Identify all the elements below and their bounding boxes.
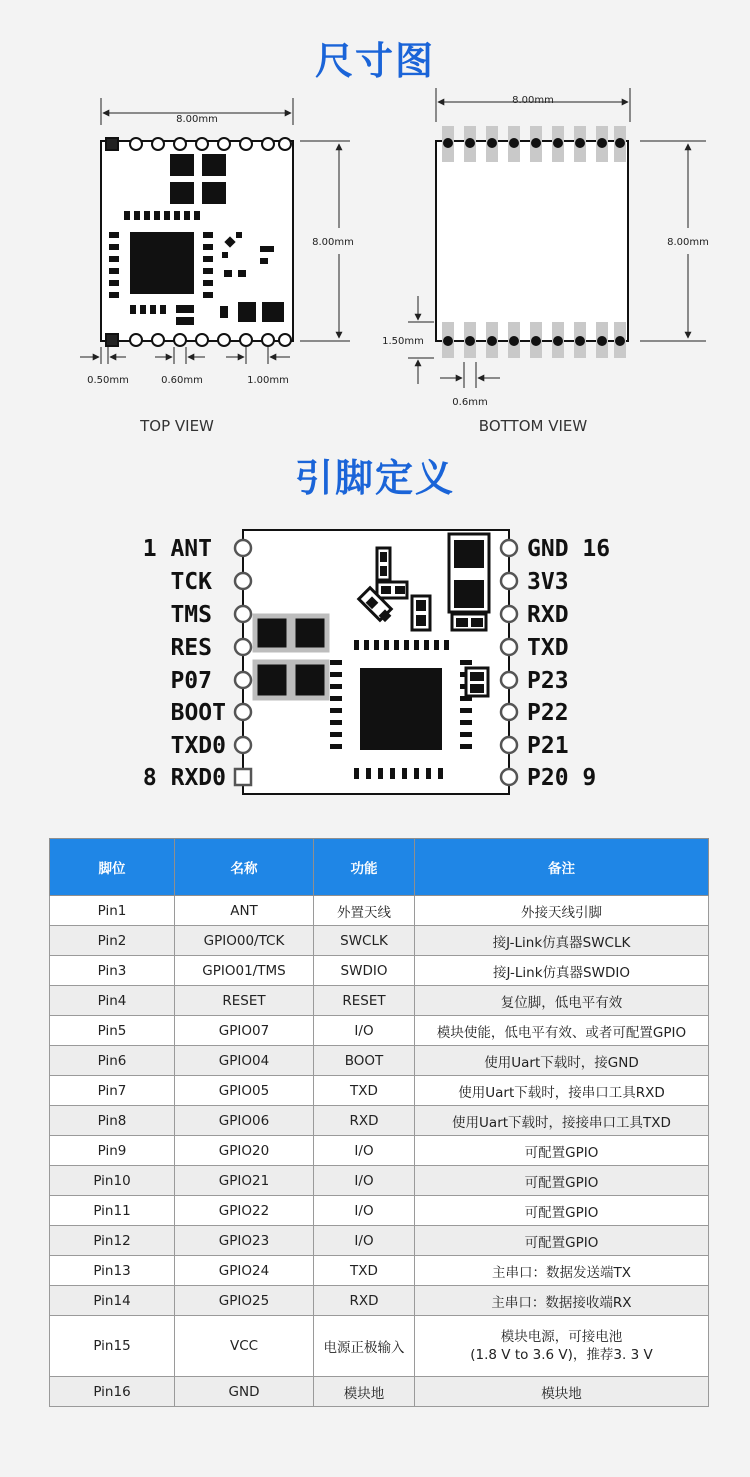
bottom-view-label: BOTTOM VIEW bbox=[478, 417, 588, 435]
right-pin-label: GND 16 bbox=[527, 536, 611, 562]
pin-definition-table bbox=[49, 838, 709, 1407]
cell-function: I/O bbox=[314, 1166, 415, 1196]
left-pin-label: TCK bbox=[170, 569, 212, 595]
right-pin-label: RXD bbox=[527, 602, 569, 628]
cell-name: GPIO24 bbox=[175, 1256, 314, 1286]
cell-name: ANT bbox=[175, 896, 314, 926]
cell-function: 电源正极输入 bbox=[314, 1316, 415, 1377]
dimensions-title: 尺寸图 bbox=[314, 39, 435, 83]
cell-name: GPIO05 bbox=[175, 1076, 314, 1106]
cell-function: RESET bbox=[314, 986, 415, 1016]
cell-note: 接J-Link仿真器SWCLK bbox=[415, 926, 709, 956]
cell-name: VCC bbox=[175, 1316, 314, 1377]
right-pin-label: 3V3 bbox=[527, 569, 569, 595]
top-pitch-label: 1.00mm bbox=[247, 375, 289, 386]
header-function: 功能 bbox=[314, 839, 415, 896]
cell-pin: Pin13 bbox=[50, 1256, 175, 1286]
cell-note: 复位脚，低电平有效 bbox=[415, 986, 709, 1016]
cell-pin: Pin12 bbox=[50, 1226, 175, 1256]
cell-pin: Pin9 bbox=[50, 1136, 175, 1166]
right-pin-label: P20 9 bbox=[527, 765, 597, 791]
right-pin-label: P21 bbox=[527, 733, 569, 759]
top-width-label: 8.00mm bbox=[176, 114, 218, 125]
cell-name: GPIO01/TMS bbox=[175, 956, 314, 986]
table-row bbox=[50, 956, 709, 986]
top-pad-label: 0.60mm bbox=[161, 375, 203, 386]
cell-function: BOOT bbox=[314, 1046, 415, 1076]
cell-note-line: 模块电源，可接电池 bbox=[500, 1329, 623, 1345]
table-row bbox=[50, 1166, 709, 1196]
cell-function: I/O bbox=[314, 1196, 415, 1226]
cell-function: SWCLK bbox=[314, 926, 415, 956]
table-header-row bbox=[50, 839, 709, 896]
cell-pin: Pin3 bbox=[50, 956, 175, 986]
table-row bbox=[50, 1076, 709, 1106]
cell-note: 主串口：数据接收端RX bbox=[415, 1286, 709, 1316]
left-pin-label: RES bbox=[170, 635, 212, 661]
bottom-view-drawing bbox=[382, 88, 709, 435]
cell-pin: Pin14 bbox=[50, 1286, 175, 1316]
cell-note: 可配置GPIO bbox=[415, 1196, 709, 1226]
pinout-title: 引脚定义 bbox=[294, 456, 455, 500]
cell-name: GND bbox=[175, 1377, 314, 1407]
pinout-diagram bbox=[0, 510, 750, 830]
cell-function: I/O bbox=[314, 1226, 415, 1256]
table-row bbox=[50, 1256, 709, 1286]
cell-name: GPIO04 bbox=[175, 1046, 314, 1076]
table-row bbox=[50, 1106, 709, 1136]
cell-function: I/O bbox=[314, 1016, 415, 1046]
header-pin: 脚位 bbox=[50, 839, 175, 896]
table-row bbox=[50, 1286, 709, 1316]
cell-pin: Pin6 bbox=[50, 1046, 175, 1076]
table-row bbox=[50, 1196, 709, 1226]
cell-note: 使用Uart下载时，接串口工具RXD bbox=[415, 1076, 709, 1106]
cell-pin: Pin11 bbox=[50, 1196, 175, 1226]
table-row bbox=[50, 1377, 709, 1407]
bottom-width-label: 8.00mm bbox=[512, 95, 554, 106]
cell-note: 接J-Link仿真器SWDIO bbox=[415, 956, 709, 986]
table-row bbox=[50, 896, 709, 926]
cell-note: 可配置GPIO bbox=[415, 1136, 709, 1166]
cell-function: TXD bbox=[314, 1256, 415, 1286]
left-pin-label: TMS bbox=[170, 602, 212, 628]
cell-note: 可配置GPIO bbox=[415, 1166, 709, 1196]
top-height-label: 8.00mm bbox=[312, 237, 354, 248]
cell-name: RESET bbox=[175, 986, 314, 1016]
cell-name: GPIO25 bbox=[175, 1286, 314, 1316]
cell-function: RXD bbox=[314, 1106, 415, 1136]
table-row bbox=[50, 1316, 709, 1377]
cell-pin: Pin5 bbox=[50, 1016, 175, 1046]
cell-function: I/O bbox=[314, 1136, 415, 1166]
dimension-drawings bbox=[0, 0, 750, 440]
cell-function: TXD bbox=[314, 1076, 415, 1106]
table-row bbox=[50, 1016, 709, 1046]
table-row bbox=[50, 926, 709, 956]
cell-name: GPIO06 bbox=[175, 1106, 314, 1136]
cell-pin: Pin1 bbox=[50, 896, 175, 926]
cell-name: GPIO20 bbox=[175, 1136, 314, 1166]
cell-name: GPIO07 bbox=[175, 1016, 314, 1046]
cell-note: 使用Uart下载时，接接串口工具TXD bbox=[415, 1106, 709, 1136]
cell-name: GPIO23 bbox=[175, 1226, 314, 1256]
cell-pin: Pin4 bbox=[50, 986, 175, 1016]
table-row bbox=[50, 1136, 709, 1166]
cell-function: 模块地 bbox=[314, 1377, 415, 1407]
table-row bbox=[50, 986, 709, 1016]
cell-pin: Pin10 bbox=[50, 1166, 175, 1196]
cell-pin: Pin8 bbox=[50, 1106, 175, 1136]
top-view-label: TOP VIEW bbox=[140, 417, 214, 435]
top-view-drawing bbox=[80, 98, 354, 435]
left-pin-label: 1 ANT bbox=[142, 536, 212, 562]
left-pin-label: BOOT bbox=[170, 700, 226, 726]
cell-pin: Pin2 bbox=[50, 926, 175, 956]
top-edge-label: 0.50mm bbox=[87, 375, 129, 386]
header-note: 备注 bbox=[415, 839, 709, 896]
table-row bbox=[50, 1226, 709, 1256]
cell-note: 模块地 bbox=[415, 1377, 709, 1407]
cell-note bbox=[415, 1316, 709, 1377]
header-name: 名称 bbox=[175, 839, 314, 896]
bottom-pad-length-label: 1.50mm bbox=[382, 336, 424, 347]
cell-note: 外接天线引脚 bbox=[415, 896, 709, 926]
cell-note-line: (1.8 V to 3.6 V)，推荐3. 3 V bbox=[470, 1347, 653, 1363]
left-pin-label: 8 RXD0 bbox=[142, 765, 226, 791]
cell-function: RXD bbox=[314, 1286, 415, 1316]
right-pin-label: P22 bbox=[527, 700, 569, 726]
right-pin-label: TXD bbox=[527, 635, 569, 661]
cell-function: SWDIO bbox=[314, 956, 415, 986]
cell-note: 模块使能，低电平有效、或者可配置GPIO bbox=[415, 1016, 709, 1046]
cell-note: 使用Uart下载时，接GND bbox=[415, 1046, 709, 1076]
cell-pin: Pin15 bbox=[50, 1316, 175, 1377]
cell-name: GPIO00/TCK bbox=[175, 926, 314, 956]
table-row bbox=[50, 1046, 709, 1076]
left-pin-label: TXD0 bbox=[170, 733, 226, 759]
cell-note: 主串口：数据发送端TX bbox=[415, 1256, 709, 1286]
cell-pin: Pin16 bbox=[50, 1377, 175, 1407]
bottom-pad-width-label: 0.6mm bbox=[452, 397, 488, 408]
cell-pin: Pin7 bbox=[50, 1076, 175, 1106]
cell-function: 外置天线 bbox=[314, 896, 415, 926]
cell-name: GPIO21 bbox=[175, 1166, 314, 1196]
right-pin-label: P23 bbox=[527, 668, 569, 694]
cell-note: 可配置GPIO bbox=[415, 1226, 709, 1256]
left-pin-label: P07 bbox=[170, 668, 212, 694]
cell-name: GPIO22 bbox=[175, 1196, 314, 1226]
bottom-height-label: 8.00mm bbox=[667, 237, 709, 248]
